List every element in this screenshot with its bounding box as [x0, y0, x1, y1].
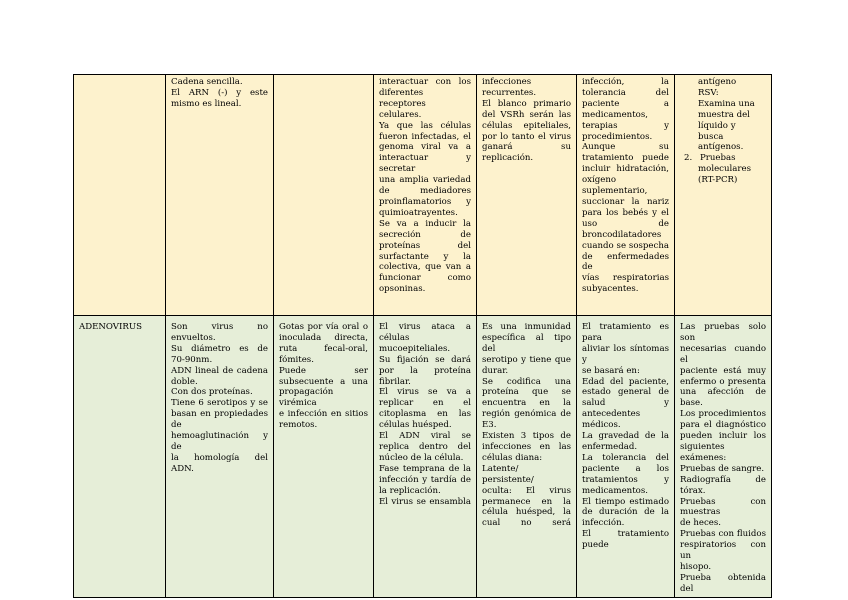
cell-line: El virus se va a — [379, 387, 471, 398]
cell-line: de mediadores — [379, 186, 471, 197]
cell-line: El tratamiento puede — [582, 529, 669, 551]
cell-line: Prueba obtenida del — [680, 572, 766, 594]
table-row — [74, 75, 772, 316]
cell-line: fómites. — [279, 354, 314, 365]
cell-line: surfactante y la — [379, 251, 471, 262]
row1-diagnosis-cell — [675, 75, 772, 316]
cell-line: terapias y — [582, 120, 669, 131]
cell-line: infección, la — [582, 77, 669, 87]
row1-immunity-cell — [477, 75, 577, 316]
cell-line: Se codifica una — [482, 376, 571, 387]
row2-pathogenesis-cell — [374, 316, 477, 598]
cell-line: 70-90nm. — [171, 354, 213, 365]
cell-line: procedimientos. — [582, 131, 653, 142]
cell-line: por la proteína — [379, 365, 471, 376]
cell-line: remotos. — [279, 420, 318, 431]
cell-line: medicamentos. — [582, 485, 648, 496]
cell-line: Aunque su — [582, 142, 669, 153]
row2-characteristics-cell — [166, 316, 274, 598]
row1-treatment-cell — [577, 75, 675, 316]
cell-line: basan en propiedades de — [171, 409, 268, 431]
cell-line: Es una inmunidad — [482, 322, 571, 332]
cell-line: proteínas del — [379, 240, 471, 251]
cell-line: Con dos proteínas. — [171, 387, 253, 398]
cell-line: Examina una — [698, 98, 755, 109]
cell-line: para el diagnóstico — [680, 420, 766, 431]
cell-line: se basará en: — [582, 365, 640, 376]
cell-line: respiratorios con un — [680, 540, 766, 562]
cell-line: (RT-PCR) — [698, 175, 738, 186]
cell-line: broncodilatadores — [582, 229, 662, 240]
cell-line: uso de — [582, 218, 669, 229]
cell-line: suplementario, — [582, 186, 648, 197]
cell-line: de duración de la — [582, 507, 669, 518]
cell-line: aliviar los síntomas y — [582, 343, 669, 365]
cell-line: El ARN (-) y este — [171, 87, 268, 98]
cell-line: la replicación. — [379, 485, 441, 496]
cell-line: El virus se ensambla — [379, 496, 471, 507]
row1-transmission-cell — [274, 75, 374, 316]
cell-line: médicos. — [582, 420, 621, 431]
cell-line: quimioatrayentes. — [379, 207, 458, 218]
cell-line: para los bebés y el — [582, 207, 669, 218]
cell-line: inoculada directa, — [279, 332, 368, 343]
cell-line: una amplia variedad — [379, 175, 471, 186]
cell-line: infecciones — [482, 77, 532, 87]
numbered-item — [680, 153, 766, 164]
cell-line: Existen 3 tipos de — [482, 431, 571, 442]
cell-line: núcleo de la célula. — [379, 452, 464, 463]
cell-line: Tiene 6 serotipos y se — [171, 398, 268, 409]
row2-treatment-cell — [577, 316, 675, 598]
cell-line: Los procedimientos — [680, 409, 766, 420]
cell-line: infección y tardía de — [379, 474, 471, 485]
cell-line: Son virus no envueltos. — [171, 322, 268, 343]
cell-line: colectiva, que van a — [379, 262, 471, 273]
cell-line: E3. — [482, 420, 497, 431]
cell-line: la homología del ADN. — [171, 452, 268, 474]
cell-line: permanece en la — [482, 496, 571, 507]
cell-line: hisopo. — [680, 561, 712, 572]
cell-line: necesarias cuando el — [680, 343, 766, 365]
cell-line: líquido y — [698, 120, 736, 131]
cell-line: ADN lineal de cadena — [171, 365, 268, 376]
cell-line: tratamientos y — [582, 474, 669, 485]
cell-line: fibrilar. — [379, 376, 411, 387]
cell-line: El tiempo estimado — [582, 496, 669, 507]
cell-line: células diana: — [482, 452, 543, 463]
cell-line: célula huésped, la — [482, 507, 571, 518]
cell-line: antígeno — [698, 77, 737, 87]
cell-line: celulares. — [379, 109, 422, 120]
cell-line: infecciones en las — [482, 441, 571, 452]
cell-line: El tratamiento es para — [582, 322, 669, 343]
cell-line: siguientes exámenes: — [680, 441, 727, 463]
cell-line: proteína que se — [482, 387, 571, 398]
cell-line: ruta fecal-oral, — [279, 343, 368, 354]
cell-line: replica dentro del — [379, 441, 471, 452]
cell-line: interactuar con los — [379, 77, 471, 87]
cell-line: El blanco primario — [482, 98, 571, 109]
row2-diagnosis-cell — [675, 316, 772, 598]
cell-line: replicar en el — [379, 398, 471, 409]
cell-line: Las pruebas solo son — [680, 322, 766, 343]
cell-line: cual no será — [482, 518, 571, 529]
cell-line: células — [379, 332, 410, 343]
cell-line: muestra del — [698, 109, 750, 120]
cell-line: proinflamatorios y — [379, 196, 471, 207]
cell-line: genoma viral va a — [379, 142, 471, 153]
cell-line: antígenos. — [698, 142, 744, 153]
cell-line: RSV: — [698, 87, 719, 98]
cell-line: serotipo y tiene que — [482, 354, 571, 365]
cell-line: Su fijación se dará — [379, 354, 471, 365]
cell-line: La gravedad de la — [582, 431, 669, 442]
cell-line: tratamiento puede — [582, 153, 669, 164]
row1-characteristics-cell — [166, 75, 274, 316]
cell-line: El ADN viral se — [379, 431, 471, 442]
cell-line: subsecuente a una — [279, 376, 368, 387]
cell-line: Fase temprana de la — [379, 463, 471, 474]
cell-line: específica al tipo del — [482, 332, 571, 354]
cell-line: doble. — [171, 376, 198, 387]
cell-line: Radiografía de tórax. — [680, 474, 766, 496]
cell-line: región genómica de — [482, 409, 571, 420]
cell-line: succionar la nariz — [582, 196, 669, 207]
cell-line: secreción de — [379, 229, 471, 240]
cell-line: paciente está muy — [680, 365, 766, 376]
cell-line: moleculares — [698, 164, 751, 175]
item-number: 2. — [684, 153, 693, 164]
cell-line: enfermo o presenta — [680, 376, 766, 387]
cell-line: Puede ser — [279, 365, 368, 376]
cell-line: mismo es lineal. — [171, 98, 242, 109]
row2-disease-cell — [74, 316, 166, 598]
row1-disease-cell — [74, 75, 166, 316]
cell-line: El virus ataca a — [379, 322, 471, 332]
row1-pathogenesis-cell — [374, 75, 477, 316]
cell-line: medicamentos, — [582, 109, 648, 120]
document-table — [73, 74, 772, 598]
cell-line: Ya que las células — [379, 120, 471, 131]
cell-line: Latente/ persistente/ — [482, 463, 534, 485]
cell-line: ganará su replicación. — [482, 142, 571, 164]
cell-line: una afección de base. — [680, 387, 766, 409]
cell-line: La tolerancia del — [582, 452, 669, 463]
cell-line: e infección en sitios — [279, 409, 368, 420]
cell-line: Pruebas con fluidos — [680, 529, 766, 540]
cell-line: oculta: El virus — [482, 485, 571, 496]
cell-line: citoplasma en las — [379, 409, 471, 420]
cell-line: infección. — [582, 518, 625, 529]
cell-line: interactuar y secretar — [379, 153, 471, 175]
cell-line: encuentra en la — [482, 398, 571, 409]
cell-line: Pruebas con muestras — [680, 496, 766, 518]
cell-line: paciente a — [582, 98, 669, 109]
cell-line: estado general de — [582, 387, 669, 398]
cell-line: por lo tanto el virus — [482, 131, 571, 142]
cell-line: funcionar como — [379, 273, 471, 284]
cell-line: diferentes receptores — [379, 87, 426, 109]
cell-line: hemoaglutinación y de — [171, 431, 268, 452]
cell-line: busca — [698, 131, 724, 142]
disease-name: ADENOVIRUS — [79, 322, 142, 332]
cell-line: oxígeno — [582, 175, 617, 186]
cell-line: tolerancia del — [582, 87, 669, 98]
cell-line: propagación virémica — [279, 387, 334, 409]
cell-line: opsoninas. — [379, 284, 426, 295]
cell-line: Pruebas de sangre. — [680, 463, 765, 474]
cell-line: recurrentes. — [482, 87, 537, 98]
cell-line: incluir hidratación, — [582, 164, 669, 175]
cell-line: células epiteliales, — [482, 120, 571, 131]
cell-line: Gotas por vía oral o — [279, 322, 368, 332]
table-row — [74, 316, 772, 598]
cell-line: fueron infectadas, el — [379, 131, 471, 142]
cell-line: enfermedad. — [582, 441, 638, 452]
cell-line: vías respiratorias — [582, 273, 669, 284]
cell-line: Cadena sencilla. — [171, 77, 243, 87]
row2-immunity-cell — [477, 316, 577, 598]
cell-line: Edad del paciente, — [582, 376, 669, 387]
cell-line: subyacentes. — [582, 284, 639, 295]
cell-line: de heces. — [680, 518, 721, 529]
cell-line: células huésped. — [379, 420, 452, 431]
cell-line: Su diámetro es de — [171, 343, 268, 354]
cell-line: paciente a los — [582, 463, 669, 474]
cell-line: mucoepiteliales. — [379, 343, 451, 354]
cell-line: pueden incluir los — [680, 431, 766, 442]
cell-line: del VSRh serán las — [482, 109, 571, 120]
cell-line: Pruebas — [700, 153, 736, 164]
row2-transmission-cell — [274, 316, 374, 598]
cell-line: cuando se sospecha — [582, 240, 669, 251]
cell-line: Se va a inducir la — [379, 218, 471, 229]
cell-line: salud y antecedentes — [582, 398, 669, 420]
cell-line: de enfermedades de — [582, 251, 669, 273]
cell-line: durar. — [482, 365, 509, 376]
